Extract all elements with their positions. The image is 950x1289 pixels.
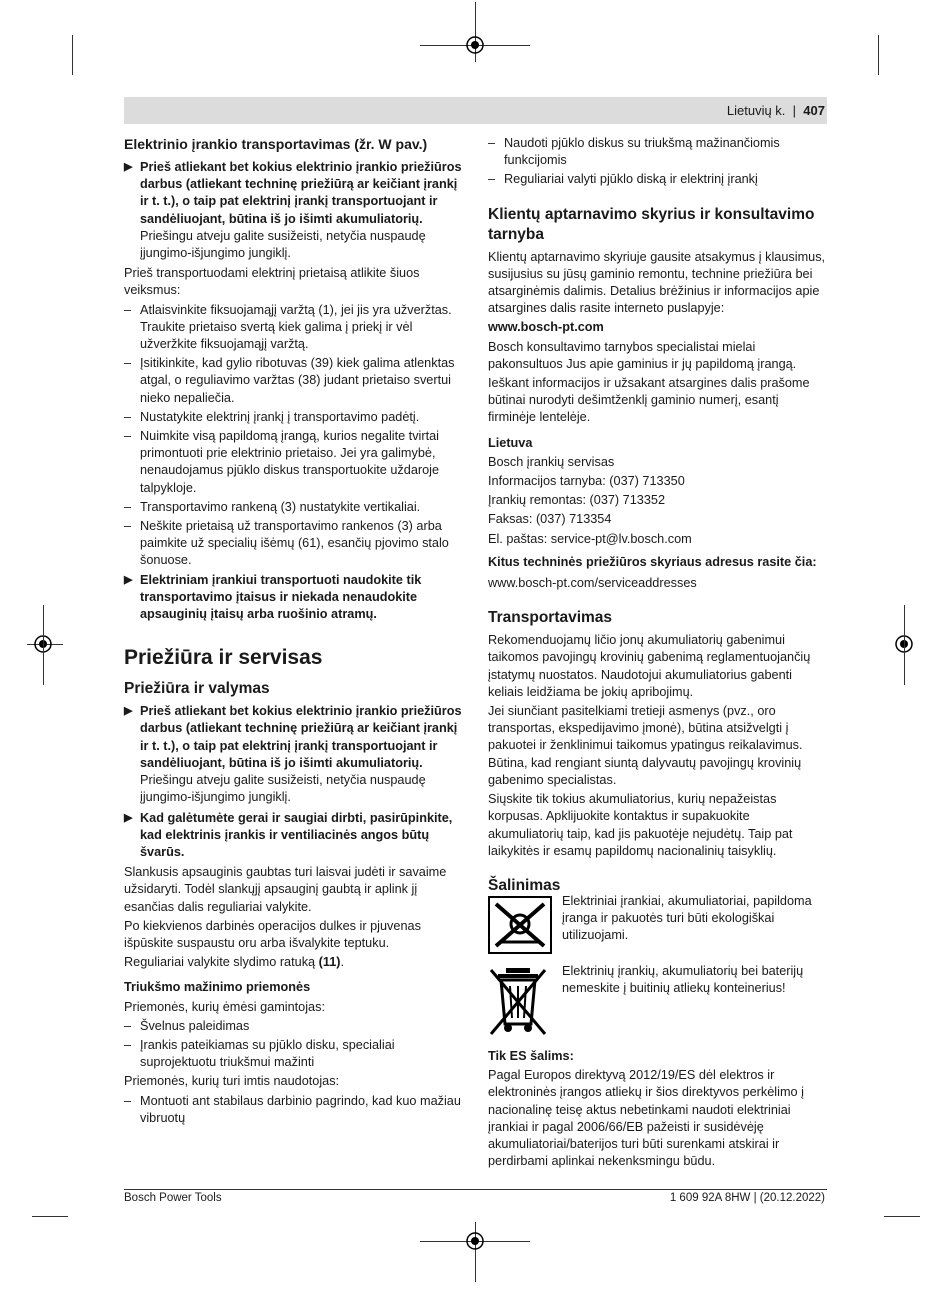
registration-mark-icon <box>464 1230 486 1252</box>
paragraph: Priemonės, kurių ėmėsi gamintojas: <box>124 999 325 1014</box>
footer-rule <box>124 1189 827 1190</box>
contact-line: Faksas: (037) 713354 <box>488 512 612 527</box>
footer-left: Bosch Power Tools <box>124 1192 222 1204</box>
list-item: – Nuimkite visą papildomą įrangą, kurios negalite tvirtai primontuoti prie elektrinio prietaiso. Jei yra galimybė, nenaudojamus pjūklo diskus transportuokite uždaroje talpykloje. <box>124 429 440 495</box>
contact-line: Bosch įrankių servisas <box>488 454 615 469</box>
noise-heading: Triukšmo mažinimo priemonės <box>124 980 311 995</box>
crop-mark <box>72 35 73 75</box>
other-service-heading: Kitus techninės priežiūros skyriaus adresus rasite čia: <box>488 554 817 569</box>
crop-mark <box>32 1216 68 1217</box>
transport-heading: Elektrinio įrankio transportavimas (žr. W pav.) <box>124 136 428 152</box>
service-link[interactable]: www.bosch-pt.com <box>488 320 604 335</box>
list-item: – Įsitikinkite, kad gylio ribotuvas (39) kiek galima atlenktas atgal, o reguliavimo varžtas (38) judant prietaiso svertui nieko nepaliečia. <box>124 356 455 405</box>
list-item: – Montuoti ant stabilaus darbinio pagrindo, kad kuo mažiau vibruotų <box>124 1093 461 1125</box>
left-column <box>124 135 464 1129</box>
service-heading: Klientų aptarnavimo skyrius ir konsultavimo tarnyba <box>488 205 815 243</box>
eu-section <box>488 1048 828 1172</box>
paragraph: Po kiekvienos darbinės operacijos dulkes ir pjuvenas išpūskite suspaustu oru arba išvalykite teptuku. <box>124 918 421 950</box>
list-item: – Įrankis pateikiamas su pjūklo disku, specialiai suprojektuotu triukšmui mažinti <box>124 1037 395 1070</box>
paragraph: Jei siunčiant pasitelkiami tretieji asmenys (pvz., oro transportas, ekspedijavimo įmonė), būtina atsižvelgti į pakuotei ir ženklinimui taikomus ypatingus reikalavimus. Būtina, kad rengiant siuntą dalyvautų pavojingų krovinių gabenimo specialistas. <box>488 704 803 787</box>
paragraph: Reguliariai valykite slydimo ratuką (11). <box>124 955 345 970</box>
crop-mark <box>878 35 879 75</box>
list-item: – Atlaisvinkite fiksuojamąjį varžtą (1), jei jis yra užveržtas. Traukite prietaiso svertą kiek galima į priekį ir vėl užveržkite fiksuojamąjį varžtą. <box>124 302 452 352</box>
header-bar <box>124 97 827 124</box>
paragraph: Prieš transportuodami elektrinį prietaisą atlikite šiuos veiksmus: <box>124 266 420 298</box>
warning-item: ▶ Prieš atliekant bet kokius elektrinio įrankio priežiūros darbus (atliekant techninę priežiūrą ar keičiant įrankį ir t. t.), o taip pat elektrinį įrankį transportuojant ir sandėliuojant, būtina iš jo išimti akumuliatorių. Priešingu atveju galite susižeisti, netyčia nuspaudę įjungimo-išjungimo jungiklį. <box>124 160 462 261</box>
paragraph: Ieškant informacijos ir užsakant atsargines dalis prašome būtinai nurodyti dešimtženklį gaminio numerį, esantį firminėje lentelėje. <box>488 376 810 425</box>
disposal-text: Elektriniai įrankiai, akumuliatoriai, papildoma įranga ir pakuotės turi būti ekologiškai utilizuojami. <box>562 894 812 943</box>
list-item: – Naudoti pjūklo diskus su triukšmą mažinančiomis funkcijomis <box>488 136 780 168</box>
page-header: Lietuvių k. | 407 <box>726 103 825 118</box>
paragraph: Slankusis apsauginis gaubtas turi laisvai judėti ir savaime užsidaryti. Todėl slankųjį apsauginį gaubtą ir aplink jį esančias dalis reguliariai valykite. <box>124 865 447 914</box>
warning-item: ▶ Kad galėtumėte gerai ir saugiai dirbti, pasirūpinkite, kad elektrinis įrankis ir ventiliacinės angos būtų švarūs. <box>124 810 453 859</box>
list-item: – Švelnus paleidimas <box>124 1018 250 1033</box>
paragraph: Rekomenduojamų ličio jonų akumuliatorių gabenimui taikomos pavojingų krovinių gabenimą reglamentuojančių įstatymų nuostatos. Naudotojui akumuliatorius gabenti keliais leidžiama be jokių apribojimų. <box>488 633 811 699</box>
recycling-icon <box>488 896 552 954</box>
eu-heading: Tik ES šalims: <box>488 1049 574 1063</box>
service-addresses-link[interactable]: www.bosch-pt.com/serviceaddresses <box>488 576 697 591</box>
header-language: Lietuvių k. <box>726 103 786 118</box>
bullet-arrow-icon: ▶ <box>124 811 133 824</box>
paragraph: Klientų aptarnavimo skyriuje gausite atsakymus į klausimus, susijusius su jūsų gaminio remontu, technine priežiūra bei atsarginėmis dalimis. Detalius brėžinius ir informacijos apie atsargines dalis rasite interneto puslapyje: <box>488 249 826 316</box>
paragraph: Siųskite tik tokius akumuliatorius, kurių nepažeistas korpusas. Apklijuokite kontaktus ir supakuokite akumuliatorių taip, kad jis pakuotėje nejudėtų. Taip pat laikykitės ir esamų papildomų nacionalinių taisyklių. <box>488 792 793 858</box>
crop-mark <box>43 605 44 685</box>
country-heading: Lietuva <box>488 435 533 450</box>
paragraph: Pagal Europos direktyvą 2012/19/ES dėl elektros ir elektroninės įrangos atliekų ir šios direktyvos perkėlimo į nacionalinę teisę aktus nebetinkami naudoti elektriniai įrankiai ir pagal 2006/66/EB pažeisti ir susidėvėję akumuliatoriai/baterijos turi būti surenkami atskirai ir perdirbami aplinkai nekenksmingu būdu. <box>488 1068 804 1169</box>
bullet-arrow-icon: ▶ <box>124 161 133 173</box>
bullet-arrow-icon: ▶ <box>124 705 133 718</box>
disposal-text: Elektrinių įrankių, akumuliatorių bei baterijų nemeskite į buitinių atliekų konteinerius! <box>562 964 804 996</box>
page-number: 407 <box>803 103 825 118</box>
paragraph: Priemonės, kurių turi imtis naudotojas: <box>124 1074 340 1089</box>
registration-mark-icon <box>464 34 486 56</box>
footer-right: 1 609 92A 8HW | (20.12.2022) <box>669 1192 825 1204</box>
paragraph: Bosch konsultavimo tarnybos specialistai mielai pakonsultuos Jus apie gaminius ir jų papildomą įrangą. <box>488 339 797 371</box>
section-title: Priežiūra ir servisas <box>124 646 323 670</box>
contact-line: Įrankių remontas: (037) 713352 <box>488 493 666 508</box>
crop-mark <box>884 1216 920 1217</box>
list-item: – Nustatykite elektrinį įrankį į transportavimo padėtį. <box>124 409 420 424</box>
right-column <box>488 135 828 900</box>
warning-item: ▶ Elektriniam įrankiui transportuoti naudokite tik transportavimo įtaisus ir niekada nenaudokite apsauginių įtaisų arba ruošinio atramų. <box>124 572 422 622</box>
warning-item: ▶ Prieš atliekant bet kokius elektrinio įrankio priežiūros darbus (atliekant techninę priežiūrą ar keičiant įrankį ir t. t.), o taip pat elektrinį įrankį transportuojant ir sandėliuojant, būtina iš jo išimti akumuliatorių. Priešingu atveju galite susižeisti, netyčia nuspaudę įjungimo-išjungimo jungiklį. <box>124 704 462 805</box>
contact-line: El. paštas: service-pt@lv.bosch.com <box>488 531 692 546</box>
list-item: – Reguliariai valyti pjūklo diską ir elektrinį įrankį <box>488 172 758 187</box>
crop-mark <box>904 605 905 685</box>
crossed-bin-icon <box>488 966 548 1036</box>
list-item: – Transportavimo rankeną (3) nustatykite vertikaliai. <box>124 499 421 514</box>
transport-heading: Transportavimas <box>488 609 613 627</box>
disposal-heading: Šalinimas <box>488 876 561 894</box>
bullet-arrow-icon: ▶ <box>124 573 133 586</box>
contact-line: Informacijos tarnyba: (037) 713350 <box>488 474 685 489</box>
subsection-title: Priežiūra ir valymas <box>124 680 270 698</box>
list-item: – Neškite prietaisą už transportavimo rankenos (3) arba paimkite už specialių išėmų (61), esančių pjovimo stalo šonuose. <box>124 519 449 568</box>
